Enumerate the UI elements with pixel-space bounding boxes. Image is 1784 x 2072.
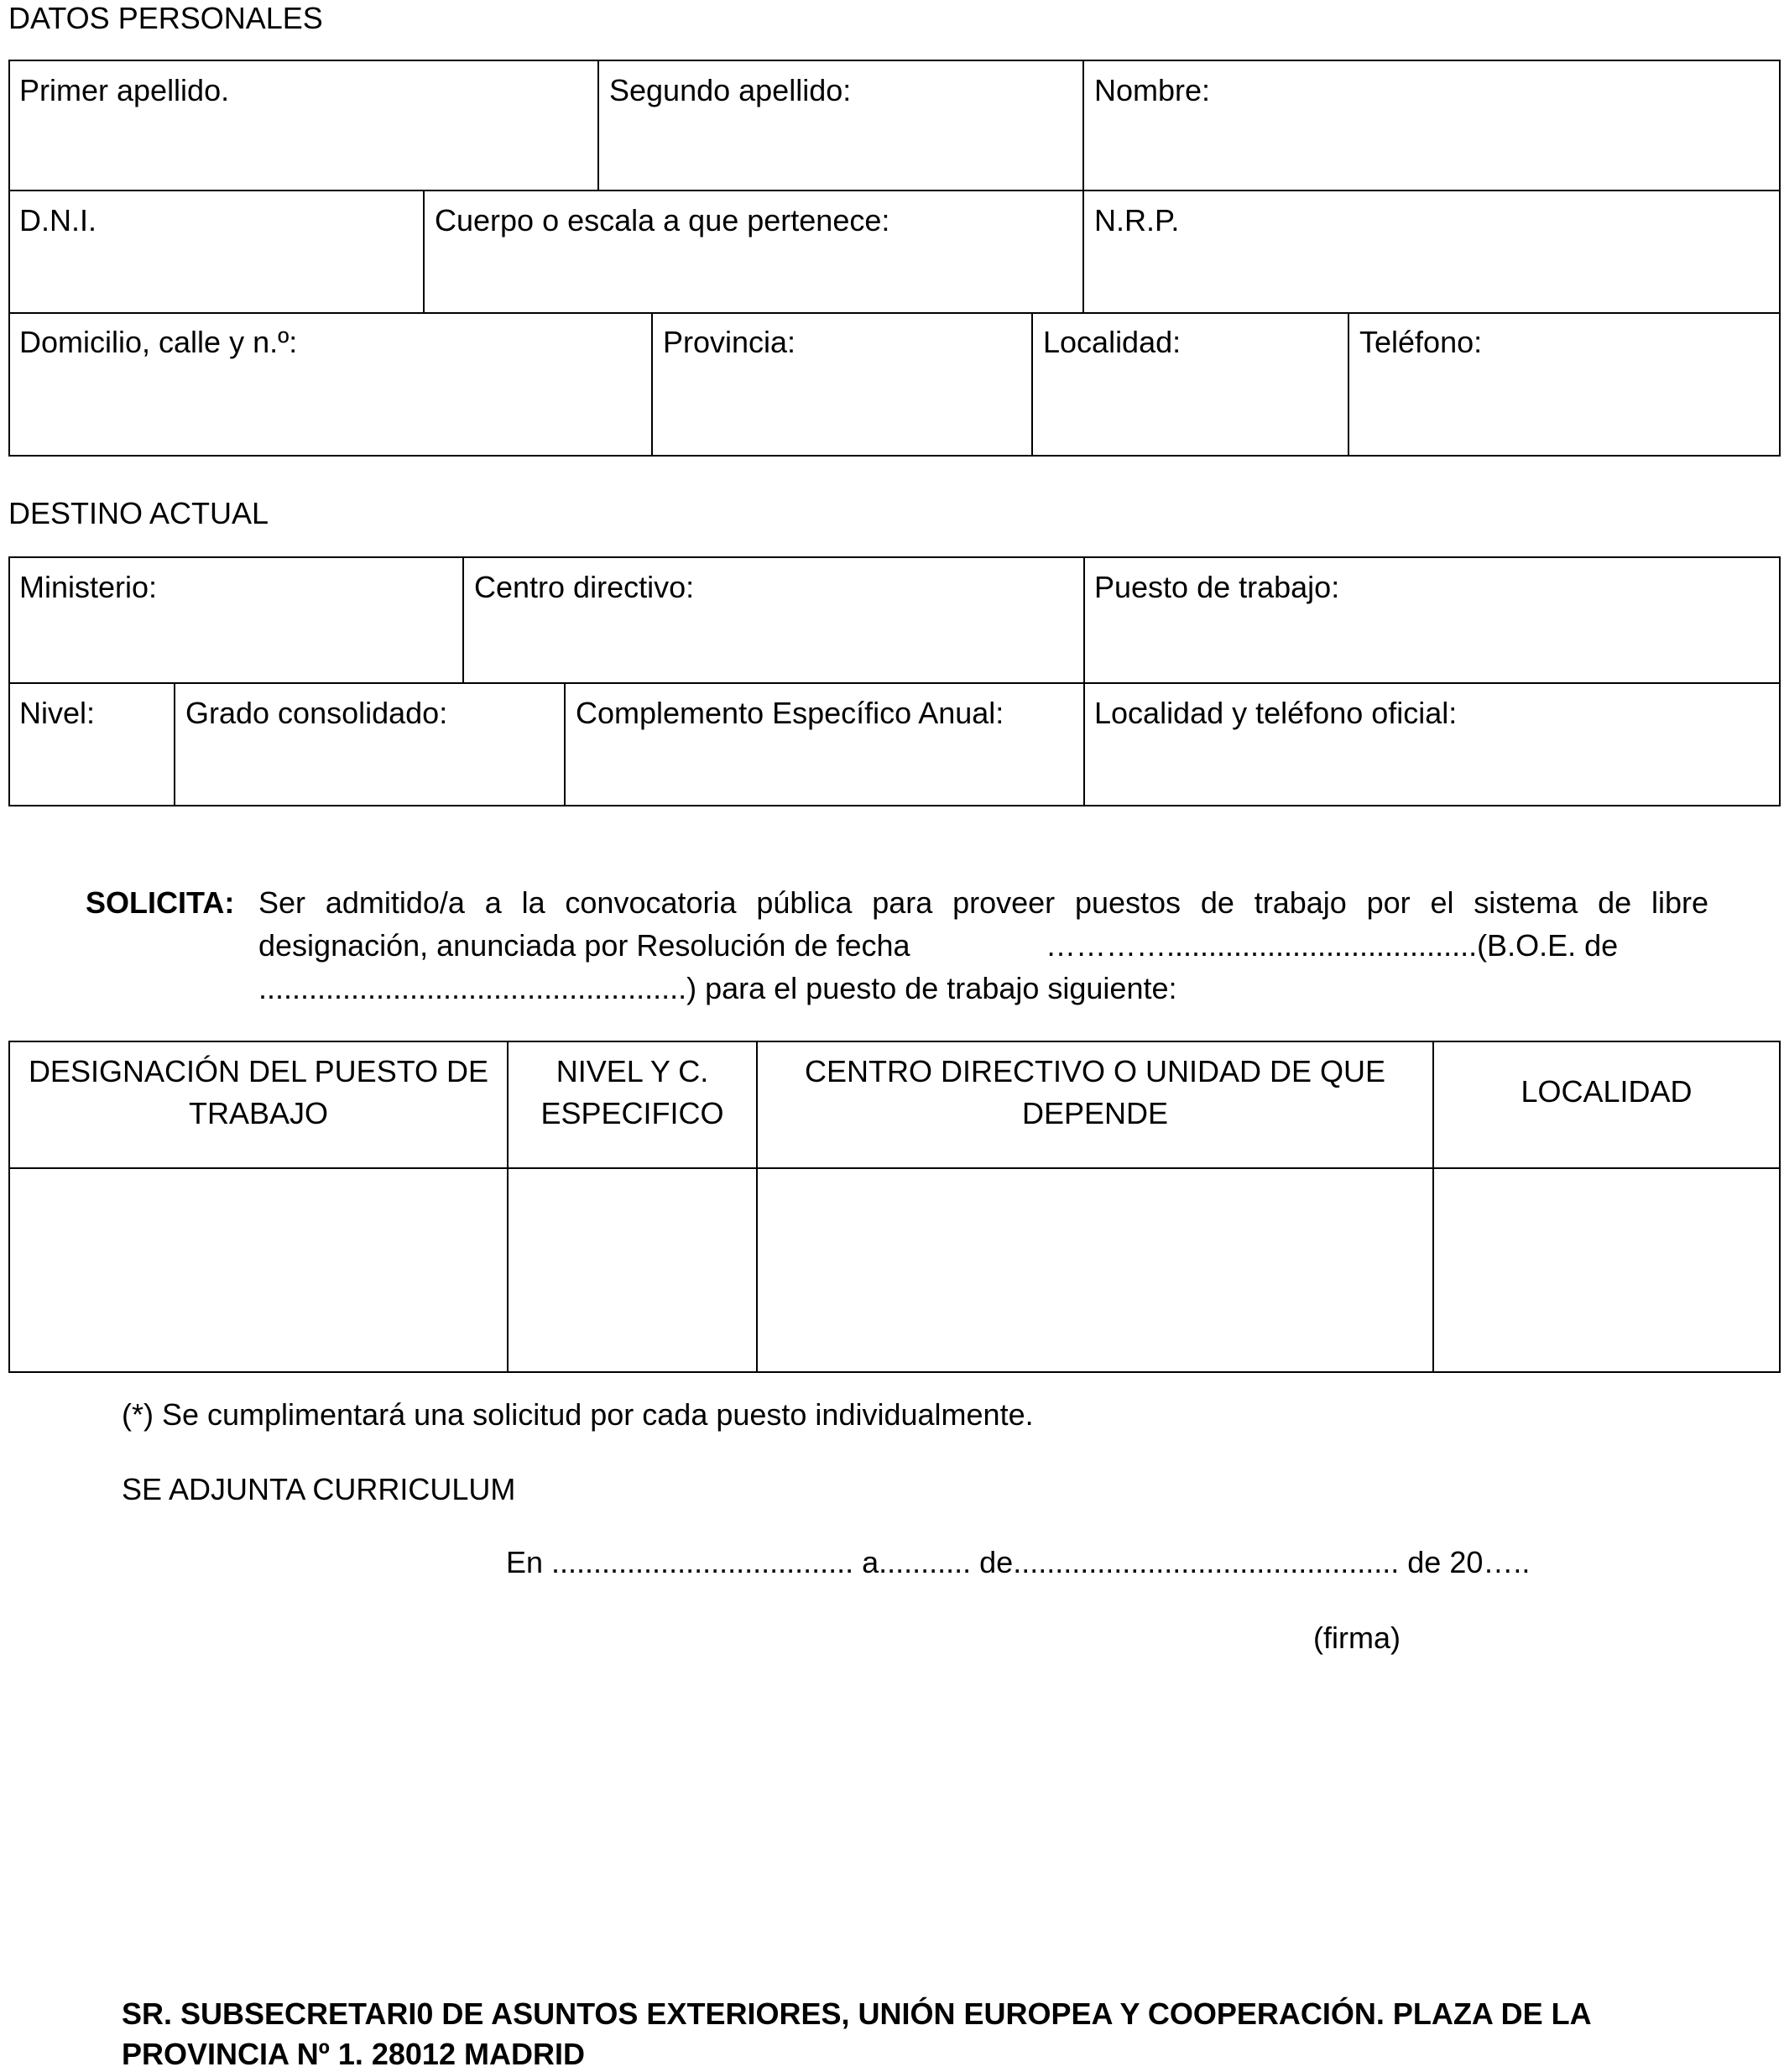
table-border bbox=[8, 1041, 1781, 1042]
field-telefono[interactable]: Teléfono: bbox=[1359, 325, 1483, 359]
table-border bbox=[564, 682, 566, 806]
adjunta-curriculum: SE ADJUNTA CURRICULUM bbox=[122, 1472, 516, 1506]
table-cell-nivel[interactable] bbox=[509, 1169, 756, 1371]
field-primer-apellido[interactable]: Primer apellido. bbox=[19, 73, 230, 107]
solicita-line-2a: designación, anunciada por Resolución de fecha bbox=[258, 928, 910, 963]
table-border bbox=[1031, 312, 1033, 457]
table-header-nivel: NIVEL Y C. ESPECIFICO bbox=[540, 1054, 724, 1130]
field-localidad[interactable]: Localidad: bbox=[1043, 325, 1182, 359]
table-border bbox=[8, 60, 10, 457]
table-cell-localidad[interactable] bbox=[1434, 1169, 1779, 1371]
table-border bbox=[8, 190, 1781, 191]
solicita-label: SOLICITA: bbox=[86, 885, 235, 920]
section-title-destino: DESTINO ACTUAL bbox=[8, 496, 269, 530]
table-border bbox=[1083, 556, 1085, 806]
table-border bbox=[597, 60, 599, 191]
table-border bbox=[8, 682, 1781, 684]
table-border bbox=[1348, 312, 1349, 457]
table-border bbox=[1779, 1041, 1781, 1373]
table-border bbox=[1082, 60, 1084, 314]
section-title-personal: DATOS PERSONALES bbox=[8, 1, 323, 35]
table-border bbox=[8, 556, 1781, 558]
field-dni[interactable]: D.N.I. bbox=[19, 203, 97, 237]
table-border bbox=[1779, 60, 1781, 457]
table-cell-designacion[interactable] bbox=[10, 1169, 507, 1371]
addressee-line-1: SR. SUBSECRETARI0 DE ASUNTOS EXTERIORES, UNIÓN EUROPEA Y COOPERACIÓN. PLAZA DE LA bbox=[122, 1996, 1592, 2031]
addressee-line-2: PROVINCIA Nº 1. 28012 MADRID bbox=[122, 2037, 585, 2071]
table-border bbox=[8, 1371, 1781, 1373]
field-grado-consolidado[interactable]: Grado consolidado: bbox=[185, 696, 448, 730]
field-cuerpo-escala[interactable]: Cuerpo o escala a que pertenece: bbox=[435, 203, 890, 237]
table-border bbox=[423, 190, 425, 314]
firma-label: (firma) bbox=[1313, 1621, 1401, 1655]
table-header-designacion: DESIGNACIÓN DEL PUESTO DE TRABAJO bbox=[28, 1054, 489, 1130]
field-nrp[interactable]: N.R.P. bbox=[1094, 203, 1180, 237]
table-border bbox=[8, 805, 1781, 806]
field-nombre[interactable]: Nombre: bbox=[1094, 73, 1211, 107]
solicita-line-2b: ………….....................................(B.O.E. de bbox=[1046, 928, 1619, 963]
field-puesto-trabajo[interactable]: Puesto de trabajo: bbox=[1094, 570, 1340, 604]
footnote: (*) Se cumplimentará una solicitud por cada puesto individualmente. bbox=[122, 1397, 1034, 1432]
table-cell-centro[interactable] bbox=[758, 1169, 1432, 1371]
table-border bbox=[462, 556, 464, 684]
table-border bbox=[651, 312, 653, 457]
table-border bbox=[8, 455, 1781, 457]
table-header-centro: CENTRO DIRECTIVO O UNIDAD DE QUE DEPENDE bbox=[804, 1054, 1386, 1130]
field-nivel[interactable]: Nivel: bbox=[19, 696, 96, 730]
field-centro-directivo[interactable]: Centro directivo: bbox=[474, 570, 695, 604]
place-date-line[interactable]: En .................................... a........... de.............................................. de 20….. bbox=[506, 1545, 1531, 1579]
field-complemento-especifico[interactable]: Complemento Específico Anual: bbox=[576, 696, 1004, 730]
table-border bbox=[174, 682, 175, 806]
table-border bbox=[1779, 556, 1781, 806]
solicita-line-1: Ser admitido/a a la convocatoria pública para proveer puestos de trabajo por el sistema de libre bbox=[258, 885, 1708, 920]
table-border bbox=[8, 556, 10, 806]
field-provincia[interactable]: Provincia: bbox=[663, 325, 796, 359]
field-segundo-apellido[interactable]: Segundo apellido: bbox=[609, 73, 852, 107]
field-domicilio[interactable]: Domicilio, calle y n.º: bbox=[19, 325, 298, 359]
field-localidad-telefono-oficial[interactable]: Localidad y teléfono oficial: bbox=[1094, 696, 1458, 730]
field-ministerio[interactable]: Ministerio: bbox=[19, 570, 158, 604]
table-border bbox=[8, 312, 1781, 314]
table-border bbox=[8, 60, 1781, 61]
solicita-line-3: ...................................................) para el puesto de trabajo siguiente: bbox=[258, 971, 1177, 1005]
table-header-localidad: LOCALIDAD bbox=[1521, 1074, 1693, 1109]
